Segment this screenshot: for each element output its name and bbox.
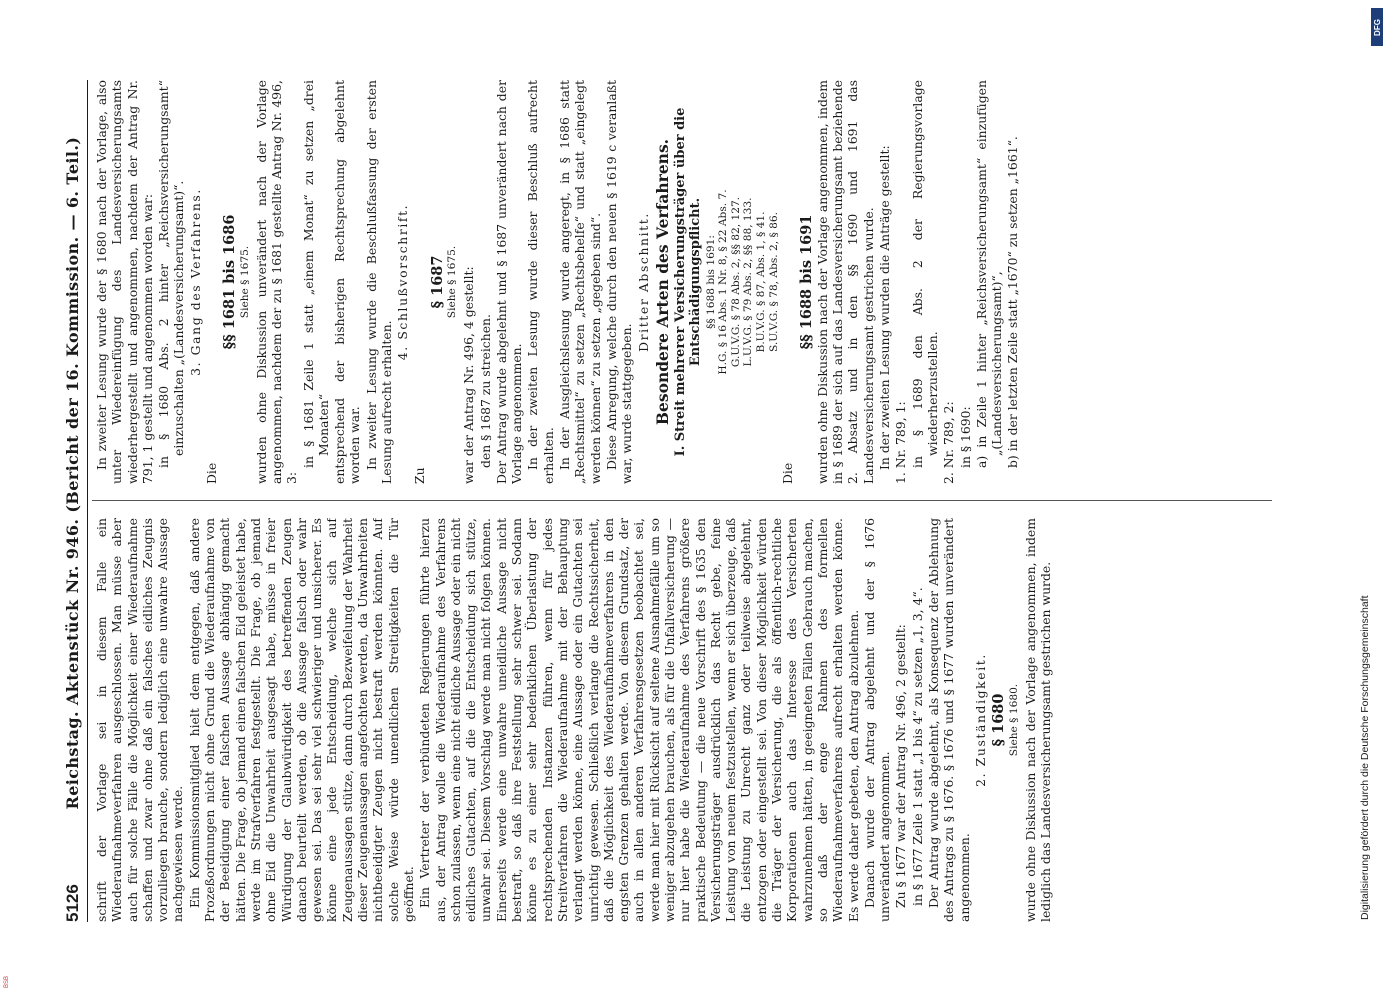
paragraph-quote: den § 1687 zu streichen. xyxy=(477,314,493,468)
cross-reference: Siehe § 1675. xyxy=(446,245,459,319)
lead-word: Die xyxy=(204,462,220,484)
digitization-note xyxy=(1352,8,1378,968)
cross-reference: Siehe § 1680. xyxy=(1007,683,1020,757)
paragraph: Diese Anregung, welche durch den neuen § 1619 c veranlaßt war, wurde stattgegeben. xyxy=(603,80,635,484)
reference-line: L.U.V.G. § 79 Abs. 2, §§ 88, 133. xyxy=(742,197,755,367)
paragraph: schrift der Vorlage sei in diesem Falle ein Wiederaufnahmeverfahren ausgeschlossen. Man müsse aber auch für solche Fälle die Möglichkeit einer Wiederaufnahme schaffen und zwar ohne daß ein falsches eidliches Zeugnis vorzuliegen brauche, sondern lediglich eine unwahre Aussage nachgewiesen werde. xyxy=(94,518,186,922)
paragraph: In der Ausgleichslesung wurde angeregt, in § 1686 statt „Rechtsmittel“ zu setzen „Rechtsbehelfe“ und statt „eingelegt werden können“ zu setzen „gegeben sind“. xyxy=(557,80,603,484)
section-number: §§ 1688 bis 1691 xyxy=(797,214,815,350)
library-stamp-text: BSB xyxy=(4,975,10,988)
lead-word: Zu xyxy=(411,467,427,484)
column-divider xyxy=(92,500,1272,501)
paragraph: entsprechend der bisherigen Rechtsprechung abgelehnt worden war. xyxy=(332,80,363,484)
document-page xyxy=(52,80,1282,922)
paragraph: In zweiter Lesung wurde der § 1680 nach der Vorlage, also unter Wiedereinfügung des Landesversicherungsamts wiederhergestellt und angenommen, nachdem der Antrag Nr. 791, 1 gestellt und angenommen worden war: xyxy=(94,80,155,484)
reference-line: G.U.V.G. § 78 Abs. 2, §§ 82, 127. xyxy=(729,196,742,368)
section-heading: 3. Gang des Verfahrens. xyxy=(187,188,203,376)
list-item: 1. Nr. 789, 1: xyxy=(893,401,909,484)
paragraph: wurden ohne Diskussion unverändert nach der Vorlage angenommen, nachdem der zu § 1681 gestellte Antrag Nr. 496, 3: xyxy=(253,80,300,484)
paragraph: In der zweiten Lesung wurde dieser Beschluß aufrecht erhalten. xyxy=(525,80,556,484)
list-item: 2. Nr. 789, 2: xyxy=(941,401,957,484)
paragraph: wurden ohne Diskussion nach der Vorlage angenommen, indem in § 1689 der sich auf das Landesversicherungsamt beziehende 2. Absatz und in den §§ 1690 und 1691 das Landesversicherungsamt gestrichen wurde. xyxy=(814,80,876,484)
list-subitem: b) in der letzten Zeile statt „1670“ zu setzen „1661“. xyxy=(1005,136,1021,468)
digitization-note-text: Digitalisierung gefördert durch die Deutsche Forschungsgemeinschaft xyxy=(1359,595,1371,920)
paragraph: Zu § 1677 war der Antrag Nr. 496, 2 gestellt: xyxy=(893,624,909,908)
section-number: §§ 1681 bis 1686 xyxy=(221,214,239,350)
section-heading: 4. Schlußvorschrift. xyxy=(395,203,411,361)
lead-word: Die xyxy=(780,462,796,484)
section-number: § 1687 xyxy=(428,255,446,309)
reference-line: H.G. § 16 Abs. 1 Nr. 8, § 22 Abs. 7. xyxy=(717,189,730,375)
library-stamp xyxy=(4,976,14,996)
section-number: § 1680 xyxy=(990,693,1008,747)
section-heading: 2. Zuständigkeit. xyxy=(972,653,988,787)
paragraph-quote: in § 1677 Zeile 1 statt „1 bis 4“ zu setzen „1, 3, 4“. xyxy=(909,587,925,906)
paragraph: war der Antrag Nr. 496, 4 gestellt: xyxy=(461,266,477,484)
list-subitem: in § 1690: xyxy=(957,406,973,468)
reference-line: S.U.V.G. § 78, Abs. 2, § 86. xyxy=(767,211,780,353)
paragraph: Der Antrag wurde abgelehnt und § 1687 unverändert nach der Vorlage angenommen. xyxy=(493,80,525,484)
list-subitem: in § 1689 den Abs. 2 der Regierungsvorlage wiederherzustellen. xyxy=(909,80,940,468)
paragraph: Ein Vertreter der verbündeten Regierungen führte hierzu aus, der Antrag wolle die Wiederaufnahme des Verfahrens schon zulassen, wenn eine nicht eidliche Aussage oder ein nicht eidliches Gutachten, auf die die Entscheidung sich stütze, unwahr sei. Diesem Vorschlag werde man nicht folgen können. Einerseits werde eine unwahre uneidliche Aussage nicht bestraft, so daß ihre Feststellung sehr schwer sei. Sodann könne es zu einer sehr bedenklichen Überlastung der rechtsprechenden Instanzen führen, wenn für jedes Streitverfahren die Wiederaufnahme mit der Behauptung verlangt werden könne, eine Aussage oder ein Gutachten sei unrichtig gewesen. Schließlich verlange die Rechtssicherheit, daß die Möglichkeit des Wiederaufnahmeverfahrens in den engsten Grenzen gehalten werde. Von diesem Grundsatz, der auch in allen anderen Verfahrensgesetzen beobachtet sei, werde man hier mit Rücksicht auf seltene Ausnahmefälle um so weniger abzugehen brauchen, als für die Unfallversicherung — nur hier habe die Wiederaufnahme des Verfahrens größere praktische Bedeutung — die neue Vorschrift des § 1635 den Versicherungsträger ausdrücklich das Recht gebe, feine Leistung von neuem festzustellen, wenn er sich überzeuge, daß die Leistung zu Unrecht ganz oder teilweise abgelehnt, entzogen oder eingestellt sei. Von dieser Möglichkeit würden die Träger der Versicherung, die als öffentlich-rechtliche Korporationen auch das Interesse des Versicherten wahrzunehmen hätten, in geeigneten Fällen Gebrauch machen, so daß der enge Rahmen des formellen Wiederaufnahmeverfahrens aufrecht erhalten werden könne. Es werde daher gebeten, den Antrag abzulehnen. xyxy=(417,518,861,922)
paragraph: wurde ohne Diskussion nach der Vorlage angenommen, indem lediglich das Landesversicherungsamt gestrichen wurde. xyxy=(1022,518,1053,922)
paragraph: Danach wurde der Antrag abgelehnt und der § 1676 unverändert angenommen. xyxy=(861,518,893,922)
left-column xyxy=(94,518,1254,922)
paragraph-quote: in § 1681 Zeile 1 statt „einem Monat“ zu setzen „drei Monaten“ xyxy=(300,80,331,468)
paragraph-quote: in § 1680 Abs. 2 hinter „Reichsversicherungsamt“ einzuschalten „(Landesversicherungsamt)“. xyxy=(156,80,187,468)
paragraph: Ein Kommissionsmitglied hielt dem entgegen, daß andere Prozeßordnungen nicht ohne Grund die Wiederaufnahme von der Beeidigung einer falschen Aussage abhängig gemacht hätten. Die Frage, ob jemand einen falschen Eid geleistet habe, werde im Strafverfahren festgestellt. Die Frage, ob jemand ohne Eid die Unwahrheit ausgesagt habe, müsse in freier Würdigung der Glaubwürdigkeit des betreffenden Zeugen danach beurteilt werden, ob die Aussage falsch oder wahr gewesen sei. Das sei sehr viel schwieriger und unsicherer. Es könne eine jede Entscheidung, welche sich auf Zeugenaussagen stütze, dann durch Bezweifelung der Wahrheit dieser Zeugenaussagen angefochten werden, da Unwahrheiten nichtbeeidigter Zeugen nicht bestraft werden könnten. Auf solche Weise würde unendlichen Streitigkeiten die Tür geöffnet. xyxy=(186,518,416,922)
page-header xyxy=(52,80,88,922)
chapter-title: Besondere Arten des Verfahrens. xyxy=(652,138,672,426)
subchapter-title: I. Streit mehrerer Versicherungsträger über die Entschädigungspflicht. xyxy=(673,107,704,457)
paragraph: Der Antrag wurde abgelehnt, als Konsequenz der Ablehnung des Antrags zu § 1676. § 1676 und § 1677 wurden unverändert angenommen. xyxy=(926,518,972,922)
page-title: Reichstag. Aktenstück Nr. 946. (Bericht der 16. Kommission. — 6. Teil.) xyxy=(63,136,82,810)
dfg-logo xyxy=(1371,8,1383,46)
chapter-heading: Dritter Abschnitt. xyxy=(635,212,651,352)
right-column xyxy=(94,80,1254,484)
reference-line: §§ 1688 bis 1691: xyxy=(704,235,717,329)
reference-line: B.U.V.G. § 87, Abs. 1, § 41. xyxy=(755,211,768,353)
paragraph: In der zweiten Lesung wurden die Anträge gestellt: xyxy=(877,145,893,470)
list-subitem: a) in Zeile 1 hinter „Reichsversicherungsamt“ einzufügen „(Landesversicherungsamt)“, xyxy=(973,80,1005,468)
dfg-logo-text: DFG xyxy=(1372,18,1382,36)
paragraph: In zweiter Lesung wurde die Beschlußfassung der ersten Lesung aufrecht erhalten. xyxy=(363,80,395,484)
cross-reference: Siehe § 1675. xyxy=(238,245,251,319)
page-number: 5126 xyxy=(63,884,82,922)
